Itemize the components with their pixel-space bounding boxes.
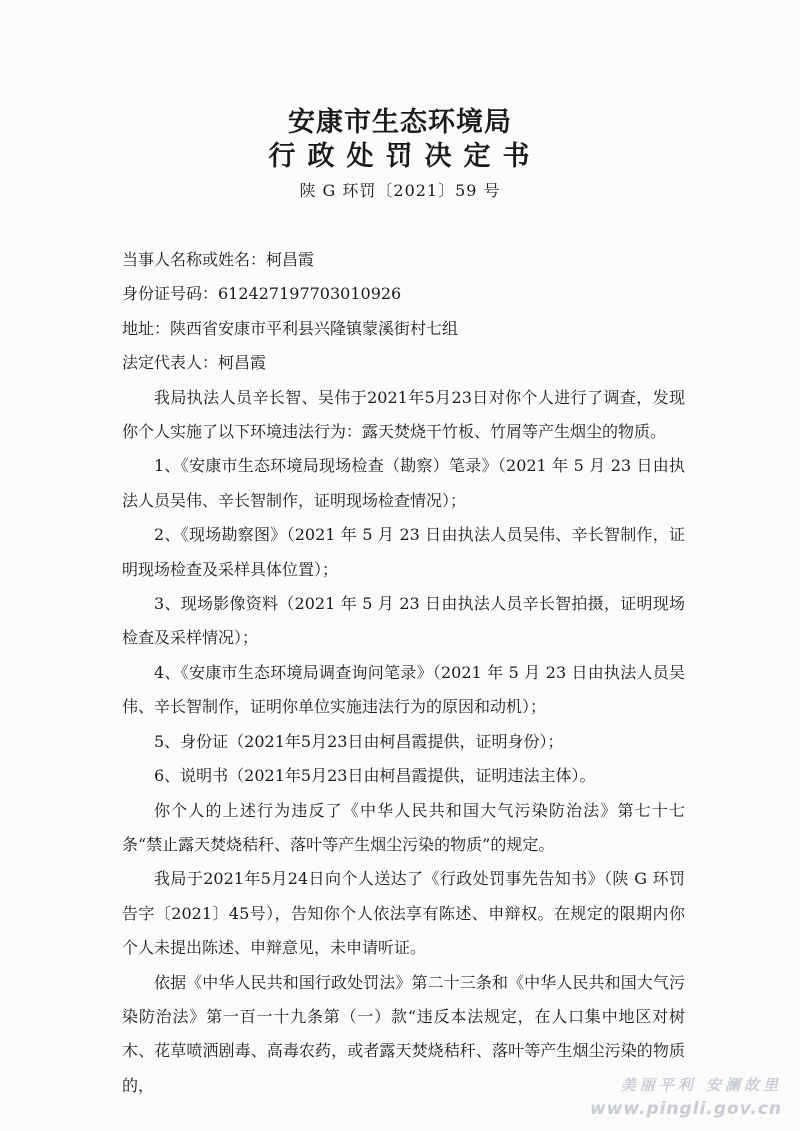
evidence-item-2: 2、《现场勘察图》（2021 年 5 月 23 日由执法人员吴伟、辛长智制作，证明现场检查及采样具体位置）；: [122, 525, 685, 579]
document-body: [122, 243, 685, 1103]
evidence-item-4: 4、《安康市生态环境局调查询问笔录》（2021 年 5 月 23 日由执法人员吴伟、辛长智制作，证明你单位实施违法行为的原因和动机）；: [122, 662, 685, 717]
paragraph-findings: 我局执法人员辛长智、吴伟于2021年5月23日对你个人进行了调查，发现你个人实施了以下环境违法行为：露天焚烧干竹板、竹屑等产生烟尘的物质。: [122, 387, 685, 442]
site-watermark: [590, 1074, 782, 1119]
evidence-item-5: 5、身份证（2021年5月23日由柯昌霞提供，证明身份）；: [154, 731, 564, 751]
document-type-title: 行政处罚决定书: [268, 141, 542, 172]
evidence-item-3: 3、现场影像资料（2021 年 5 月 23 日由执法人员辛长智拍摄，证明现场检查及采样情况）；: [122, 594, 685, 648]
party-id-number: 身份证号码：612427197703010926: [122, 284, 402, 304]
party-address: 地址：陕西省安康市平利县兴隆镇蒙溪街村七组: [122, 318, 459, 338]
paragraph-violation: 你个人的上述行为违反了《中华人民共和国大气污染防治法》第七十七条“禁止露天焚烧秸秆、落叶等产生烟尘污染的物质”的规定。: [122, 800, 685, 854]
legal-representative: 法定代表人：柯昌霞: [122, 353, 267, 373]
watermark-slogan: 美丽平利 安澜故里: [620, 1076, 782, 1094]
agency-title: 安康市生态环境局: [288, 107, 512, 138]
paragraph-notice: 我局于2021年5月24日向个人送达了《行政处罚事先告知书》（陕 G 环罚告字〔2021〕45号），告知你个人依法享有陈述、申辩权。在规定的限期内你个人未提出陈述、申辩意见，未申请听证。: [122, 869, 685, 958]
evidence-item-6: 6、说明书（2021年5月23日由柯昌霞提供，证明违法主体）。: [154, 766, 596, 786]
document-number: 陕 G 环罚〔2021〕59 号: [299, 181, 501, 200]
paragraph-legal-basis: 依据《中华人民共和国行政处罚法》第二十三条和《中华人民共和国大气污染防治法》第一百一十九条第（一）款“违反本法规定，在人口集中地区对树木、花草喷洒剧毒、高毒农药，或者露天焚烧秸秆、落叶等产生烟尘污染的物质的，: [122, 972, 685, 1095]
evidence-item-1: 1、《安康市生态环境局现场检查（勘察）笔录》（2021 年 5 月 23 日由执法人员吴伟、辛长智制作，证明现场检查情况）；: [122, 456, 685, 510]
watermark-url: www.pingli.gov.cn: [589, 1099, 782, 1119]
party-name: 当事人名称或姓名：柯昌霞: [122, 250, 315, 269]
